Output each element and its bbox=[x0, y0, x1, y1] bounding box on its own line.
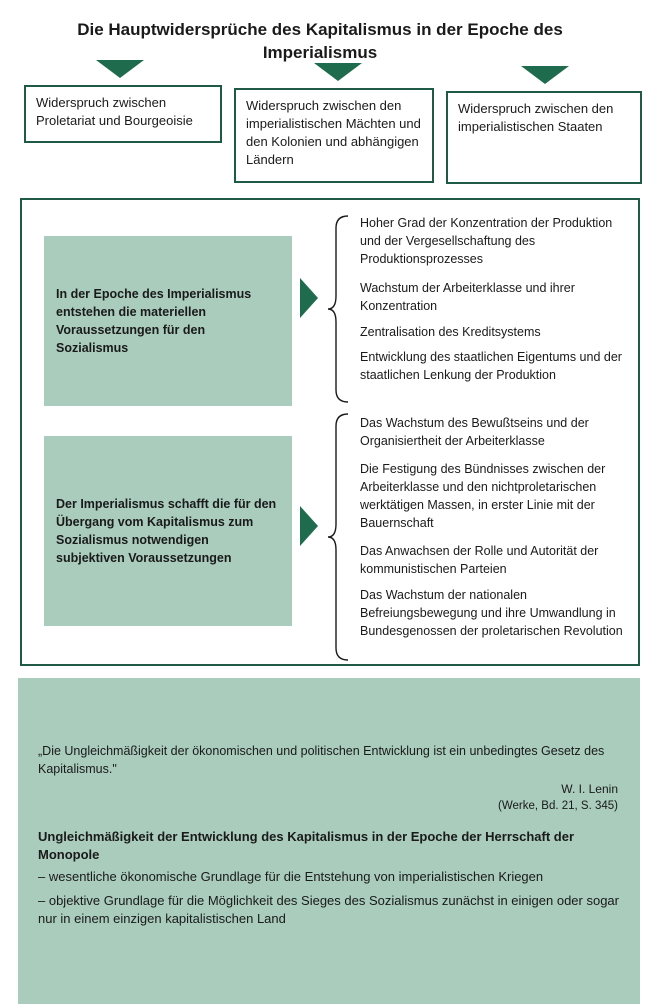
contradiction-box-2 bbox=[234, 88, 434, 183]
list-item: Zentralisation des Kreditsystems bbox=[360, 325, 541, 339]
arrow-down-icon bbox=[96, 60, 144, 78]
contradiction-text: Widerspruch zwischen den imperialistischen Mächten und den Kolonien und abhängigen Ländern bbox=[246, 98, 421, 167]
lenin-quote: „Die Ungleichmäßigkeit der ökonomischen und politischen Entwicklung ist ein unbedingtes Gesetz des Kapitalismus." bbox=[38, 744, 605, 776]
quote-author: W. I. Lenin bbox=[561, 782, 618, 796]
statement-text: Der Imperialismus schafft die für den Übergang vom Kapitalismus zum Sozialismus notwendigen subjektiven Voraussetzungen bbox=[56, 497, 277, 565]
statement-text: In der Epoche des Imperialismus entstehen die materiellen Voraussetzungen für den Sozialismus bbox=[56, 287, 252, 355]
contradiction-text: Widerspruch zwischen den imperialistischen Staaten bbox=[458, 101, 614, 134]
brace-icon bbox=[326, 412, 350, 662]
contradiction-text: Widerspruch zwischen Proletariat und Bourgeoisie bbox=[36, 95, 193, 128]
list-item: Hoher Grad der Konzentration der Produktion und der Vergesellschaftung des Produktionsprozesses bbox=[360, 216, 613, 266]
preconditions-frame bbox=[20, 198, 640, 666]
quote-source: (Werke, Bd. 21, S. 345) bbox=[498, 800, 618, 812]
arrow-right-icon bbox=[300, 278, 318, 318]
quote-panel bbox=[18, 678, 640, 1004]
list-item: Die Festigung des Bündnisses zwischen der Arbeiterklasse und den nichtproletarischen werktätigen Massen, in erster Linie mit der Bauernschaft bbox=[360, 462, 606, 530]
arrow-down-icon bbox=[314, 63, 362, 81]
page-title: Die Hauptwidersprüche des Kapitalismus in der Epoche des Imperialismus bbox=[77, 20, 563, 62]
contradiction-box-3 bbox=[446, 91, 642, 184]
statement-box-material bbox=[44, 236, 292, 406]
conclusion-bullet: – wesentliche ökonomische Grundlage für die Entstehung von imperialistischen Kriegen bbox=[38, 869, 544, 884]
brace-icon bbox=[326, 214, 350, 404]
statement-box-subjective bbox=[44, 436, 292, 626]
list-item: Das Wachstum der nationalen Befreiungsbewegung und ihre Umwandlung in Bundesgenossen der proletarischen Revolution bbox=[360, 588, 623, 638]
arrow-down-icon bbox=[521, 66, 569, 84]
contradiction-box-1 bbox=[24, 85, 222, 143]
conclusion-bullet: – objektive Grundlage für die Möglichkeit des Sieges des Sozialismus zunächst in einigen oder sogar nur in einem einzigen kapitalistischen Land bbox=[38, 893, 619, 926]
list-item: Entwicklung des staatlichen Eigentums und der staatlichen Lenkung der Produktion bbox=[360, 350, 622, 382]
conclusion-heading: Ungleichmäßigkeit der Entwicklung des Kapitalismus in der Epoche der Herrschaft der Monopole bbox=[38, 829, 575, 862]
list-item: Wachstum der Arbeiterklasse und ihrer Konzentration bbox=[360, 281, 575, 313]
list-item: Das Wachstum des Bewußtseins und der Organisiertheit der Arbeiterklasse bbox=[360, 416, 589, 448]
arrow-right-icon bbox=[300, 506, 318, 546]
list-item: Das Anwachsen der Rolle und Autorität der kommunistischen Parteien bbox=[360, 544, 599, 576]
